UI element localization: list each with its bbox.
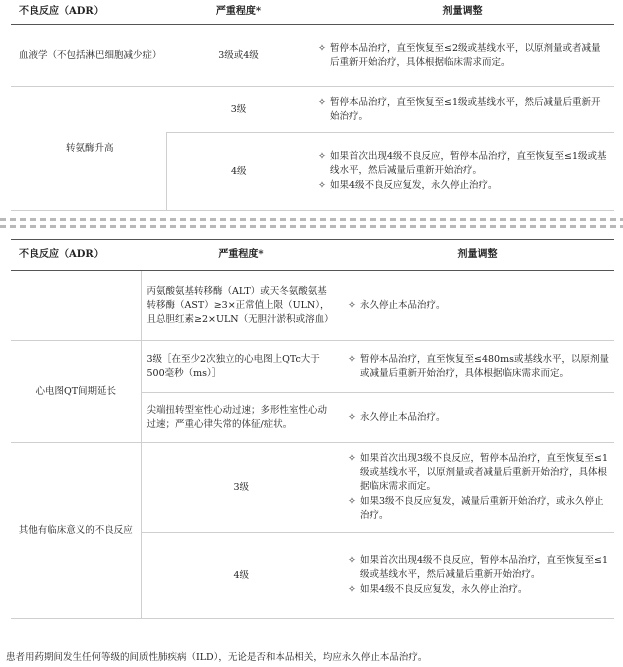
diamond-bullet-icon: ✧ <box>348 411 356 423</box>
dose-cell <box>341 341 614 393</box>
diamond-bullet-icon: ✧ <box>348 584 356 595</box>
diamond-bullet-icon: ✧ <box>348 496 356 507</box>
diamond-bullet-icon: ✧ <box>348 299 356 311</box>
table-row <box>11 25 614 87</box>
header-dose-adjustment: 剂量调整 <box>341 240 614 271</box>
severity-cell: 3级［在至少2次独立的心电图上QTc大于500毫秒（ms）］ <box>141 341 341 393</box>
list-item: ✧ 永久停止本品治疗。 <box>348 411 446 423</box>
dose-cell <box>311 87 614 133</box>
table-row <box>11 271 614 341</box>
table-row <box>11 87 614 133</box>
header-severity: 严重程度* <box>166 0 311 25</box>
severity-cell: 4级 <box>166 133 311 211</box>
header-severity: 严重程度* <box>141 240 341 271</box>
list-item: ✧ 如果首次出现3级不良反应，暂停本品治疗，直至恢复至≤1级或基线水平，以原剂量或者减量后重新开始治疗，具体根据临床需求而定。 <box>348 453 609 492</box>
adr-cell: 其他有临床意义的不良反应 <box>11 443 141 619</box>
list-item: ✧ 暂停本品治疗，直至恢复至≤2级或基线水平，以原剂量或者减量后重新开始治疗，具体根据临床需求而定。 <box>318 42 601 68</box>
list-item: ✧ 永久停止本品治疗。 <box>348 299 446 311</box>
adr-cell: 心电图QT间期延长 <box>11 341 141 443</box>
dose-cell <box>341 533 614 619</box>
header-adr: 不良反应（ADR） <box>11 240 141 271</box>
adr-cell: 转氨酶升高 <box>11 87 166 211</box>
dose-cell <box>341 443 614 533</box>
table-header-row <box>11 0 614 25</box>
table-header-row <box>11 240 614 271</box>
table-row <box>11 341 614 393</box>
severity-cell: 3级 <box>141 443 341 533</box>
header-adr: 不良反应（ADR） <box>11 0 166 25</box>
severity-cell: 3级 <box>166 87 311 133</box>
severity-cell: 尖端扭转型室性心动过速；多形性室性心动过速；严重心律失常的体征/症状。 <box>141 393 341 443</box>
list-item: ✧ 如果4级不良反应复发，永久停止治疗。 <box>318 180 498 191</box>
diamond-bullet-icon: ✧ <box>348 453 356 464</box>
ild-footnote: 患者用药期间发生任何等级的间质性肺疾病（ILD），无论是否和本品相关，均应永久停止本品治疗。 <box>6 652 428 663</box>
adr-dose-table-part-2 <box>11 239 614 619</box>
adr-cell <box>11 271 141 341</box>
adr-dose-table-part-1 <box>11 0 614 211</box>
severity-cell: 4级 <box>141 533 341 619</box>
dose-cell <box>311 25 614 87</box>
diamond-bullet-icon: ✧ <box>318 180 326 191</box>
diamond-bullet-icon: ✧ <box>348 353 356 365</box>
dose-cell <box>341 271 614 341</box>
table-row <box>11 443 614 533</box>
list-item: ✧ 如果首次出现4级不良反应，暂停本品治疗，直至恢复至≤1级或基线水平，然后减量后重新开始治疗。 <box>318 151 607 176</box>
severity-cell: 3级或4级 <box>166 25 311 87</box>
diamond-bullet-icon: ✧ <box>318 42 326 54</box>
list-item: ✧ 暂停本品治疗，直至恢复至≤1级或基线水平，然后减量后重新开始治疗。 <box>318 96 601 122</box>
diamond-bullet-icon: ✧ <box>318 96 326 108</box>
list-item: ✧ 如果4级不良反应复发，永久停止治疗。 <box>348 584 528 595</box>
list-item: ✧ 如果3级不良反应复发，减量后重新开始治疗，或永久停止治疗。 <box>348 496 604 521</box>
severity-cell: 丙氨酸氨基转移酶（ALT）或天冬氨酸氨基转移酶（AST）≥3×正常值上限（ULN），且总胆红素≥2×ULN（无胆汁淤积或溶血） <box>141 271 341 341</box>
page-break-separator <box>0 218 623 228</box>
dose-cell <box>311 133 614 211</box>
dose-cell <box>341 393 614 443</box>
list-item: ✧ 暂停本品治疗，直至恢复至≤480ms或基线水平，以原剂量或减量后重新开始治疗，具体根据临床需求而定。 <box>348 353 609 379</box>
header-dose-adjustment: 剂量调整 <box>311 0 614 25</box>
diamond-bullet-icon: ✧ <box>348 555 356 566</box>
list-item: ✧ 如果首次出现4级不良反应，暂停本品治疗，直至恢复至≤1级或基线水平，然后减量后重新开始治疗。 <box>348 555 609 580</box>
diamond-bullet-icon: ✧ <box>318 151 326 162</box>
adr-cell: 血液学（不包括淋巴细胞减少症） <box>11 25 166 87</box>
